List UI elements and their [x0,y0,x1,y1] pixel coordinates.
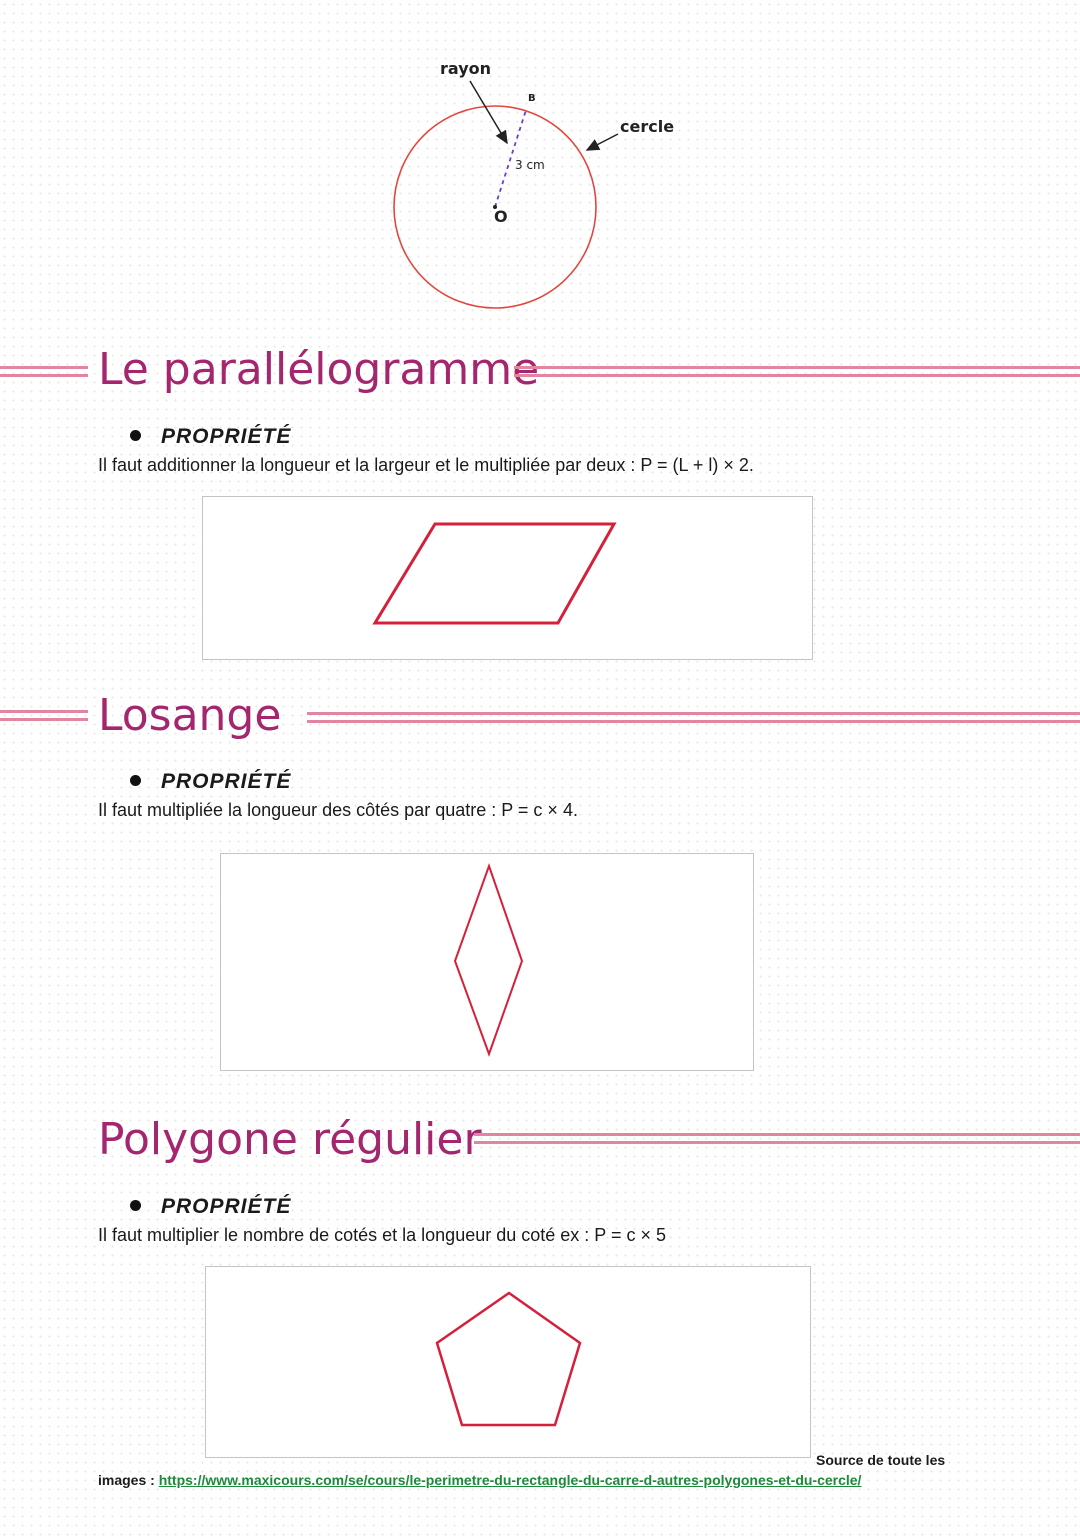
pentagon-figure [205,1266,811,1458]
property-text: Il faut multipliée la longueur des côtés par quatre : P = c × 4. [98,800,578,820]
bullet-icon [130,775,141,786]
bullet-icon [130,1200,141,1211]
source-line-2 [98,1472,861,1488]
label-cercle: cercle [620,117,675,136]
section-title-polygone-regulier: Polygone régulier [98,1114,482,1165]
label-rayon: rayon [440,59,492,78]
rhombus-figure [220,853,754,1071]
heading-rule-right [474,1133,1080,1144]
heading-rule-left [0,710,88,721]
source-line-1: Source de toute les [816,1452,946,1468]
label-o: O [494,207,508,226]
parallelogram-shape [375,524,614,623]
section-title-parallelogramme: Le parallélogramme [98,344,540,395]
circle-diagram [380,50,700,320]
property-label: PROPRIÉTÉ [130,1195,291,1219]
property-label: PROPRIÉTÉ [130,770,291,794]
parallelogram-figure [202,496,813,660]
bullet-icon [130,430,141,441]
source-link[interactable]: https://www.maxicours.com/se/cours/le-perimetre-du-rectangle-du-carre-d-autres-polygones-et-du-cercle/ [158,1472,862,1488]
property-label: PROPRIÉTÉ [130,425,291,449]
property-text: Il faut multiplier le nombre de cotés et la longueur du coté ex : P = c × 5 [98,1225,666,1245]
section-title-losange: Losange [98,690,282,741]
rhombus-shape [455,866,522,1054]
property-text: Il faut additionner la longueur et la largeur et le multipliée par deux : P = (L + l) × 2. [98,455,754,475]
heading-rule-right [307,712,1080,723]
pentagon-shape [437,1293,580,1425]
label-length: 3 cm [515,158,545,172]
rayon-pointer [470,81,507,143]
source-prefix: images : [98,1472,159,1488]
heading-rule-left [0,366,88,377]
heading-rule-right [514,366,1080,377]
label-b: B [528,93,536,104]
cercle-pointer [587,134,618,150]
